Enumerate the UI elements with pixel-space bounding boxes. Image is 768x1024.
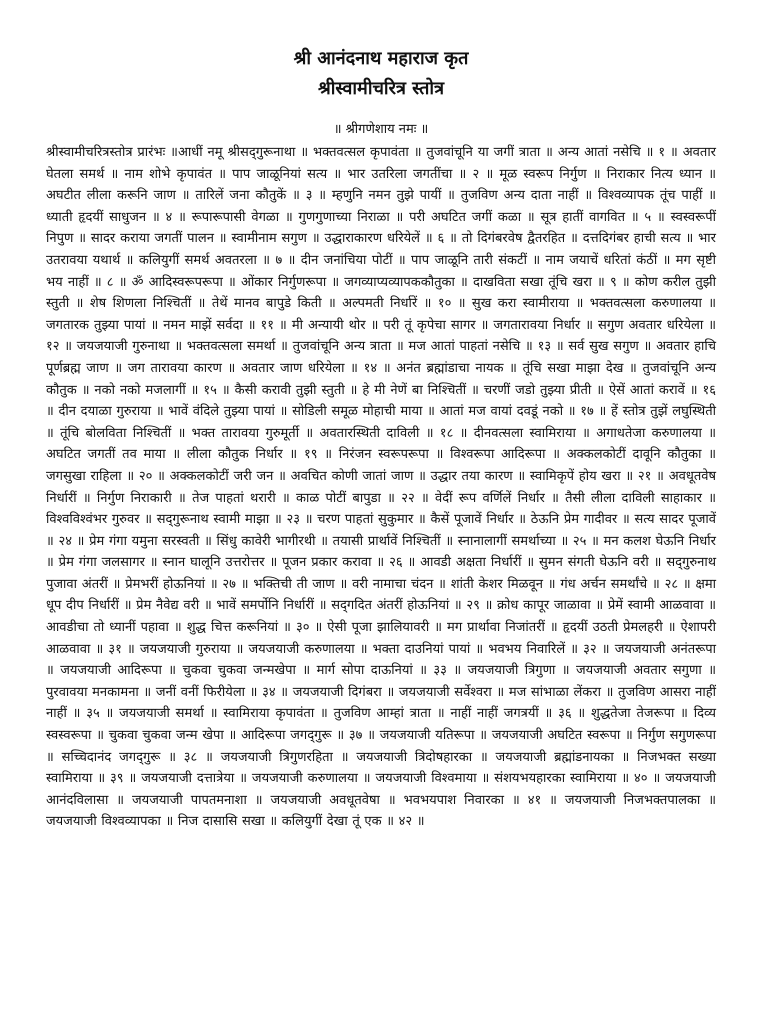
page-title: श्री आनंदनाथ महाराज कृत	[293, 48, 469, 69]
page-subtitle: श्रीस्वामीचरित्र स्तोत्र	[317, 78, 445, 99]
invocation-line: ॥ श्रीगणेशाय नमः ॥	[333, 122, 429, 137]
stotra-body-text: श्रीस्वामीचरित्रस्तोत्र प्रारंभः ॥आधीं नमू श्रीसद्‌गुरूनाथा ॥ भक्तवत्सल कृपावंता ॥ तुजवांचूनि या जगीं त्राता ॥ अन्य आतां नसेचि ॥ १ ॥ अवतार घेतला समर्थ ॥ नाम शोभे कृपावंत ॥ पाप जाळूनियां सत्य ॥ भार उतरिला जगतींचा ॥ २ ॥ मूळ स्वरूप निर्गुण ॥ निराकार नित्य ध्यान ॥ अघटीत लीला करूनि जाण ॥ तारिलें जना कौतुकें ॥ ३ ॥ म्हणुनि नमन तुझे पायीं ॥ तुजविण अन्य दाता नाहीं ॥ विश्वव्यापक तूंच पाहीं ॥ ध्याती हृदयीं साधुजन ॥ ४ ॥ रूपारूपासी वेगळा ॥ गुणगुणाच्या निराळा ॥ परी अघटित जगीं कळा ॥ सूत्र हातीं वागवित ॥ ५ ॥ स्वस्वरूपीं निपुण ॥ सादर कराया जगतीं पालन ॥ स्वामीनाम सगुण ॥ उद्धाराकारण धरियेलें ॥ ६ ॥ तो दिगंबरवेष द्वैतरहित ॥ दत्तदिगंबर हाची सत्य ॥ भार उतरावया यथार्थ ॥ कलियुगीं समर्थ अवतरला ॥ ७ ॥ दीन जनांचिया पोटीं ॥ पाप जाळूनि तारी संकटीं ॥ नाम जयाचें धरितां कंठीं ॥ मग सृष्टी भय नाहीं ॥ ८ ॥ ॐ आदिस्वरूपरूपा ॥ ओंकार निर्गुणरूपा ॥ जगव्याप्यव्यापककौतुका ॥ दाखविता सखा तूंचि खरा ॥ ९ ॥ कोण करील तुझी स्तुती ॥ शेष शिणला निश्चितीं ॥ तेथें मानव बापुडे किती ॥ अल्पमती निर्धारें ॥ १० ॥ सुख करा स्वामीराया ॥ भक्तवत्सला करुणालया ॥ जगतारक तुझ्या पायां ॥ नमन माझें सर्वदा ॥ ११ ॥ मी अन्यायी थोर ॥ परी तूं कृपेचा सागर ॥ जगतारावया निर्धार ॥ सगुण अवतार धरियेला ॥ १२ ॥ जयजयाजी गुरुनाथा ॥ भक्तवत्सला समर्था ॥ तुजवांचूनि अन्य त्राता ॥ मज आतां पाहतां नसेचि ॥ १३ ॥ सर्व सुख सगुण ॥ अवतार हाचि पूर्णब्रह्म जाण ॥ जग तारावया कारण ॥ अवतार जाण धरियेला ॥ १४ ॥ अनंत ब्रह्मांडाचा नायक ॥ तूंचि सखा माझा देख ॥ तुजवांचूनि अन्य कौतुक ॥ नको नको मजलागीं ॥ १५ ॥ कैसी करावी तुझी स्तुती ॥ हे मी नेणें बा निश्चितीं ॥ चरणीं जडो तुझ्या प्रीती ॥ ऐसें आतां करावें ॥ १६ ॥ दीन दयाळा गुरुराया ॥ भावें वंदिले तुझ्या पायां ॥ सोडिली समूळ मोहाची माया ॥ आतां मज वायां दवडूं नको ॥ १७ ॥ हें स्तोत्र तुझें लघुस्थिती ॥ तूंचि बोलविता निश्चितीं ॥ भक्त तारावया गुरुमूर्ती ॥ अवतारस्थिती दाविली ॥ १८ ॥ दीनवत्सला स्वामिराया ॥ अगाधतेजा करुणालया ॥ अघटित जगतीं तव माया ॥ लीला कौतुक निर्धार ॥ १९ ॥ निरंजन स्वरूपरूपा ॥ विश्वरूपा आदिरूपा ॥ अक्कलकोटीं दावूनि कौतुका ॥ जगसुखा राहिला ॥ २० ॥ अक्कलकोटीं जरी जन ॥ अवचित कोणी जातां जाण ॥ उद्धार तया कारण ॥ स्वामिकृपें होय खरा ॥ २१ ॥ अवधूतवेष निर्धारीं ॥ निर्गुण निराकारी ॥ तेज पाहतां थरारी ॥ काळ पोटीं बापुडा ॥ २२ ॥ वेदीं रूप वर्णिलें निर्धार ॥ तैसी लीला दाविली साहाकार ॥ विश्वविश्वंभर गुरुवर ॥ सद्‌गुरूनाथ स्वामी माझा ॥ २३ ॥ चरण पाहतां सुकुमार ॥ कैसें पूजावें निर्धार ॥ ठेऊनि प्रेम गादीवर ॥ सत्य सादर पूजावें ॥ २४ ॥ प्रेम गंगा यमुना सरस्वती ॥ सिंधु कावेरी भागीरथी ॥ तयासी प्रार्थावें निश्चितीं ॥ स्नानालागीं समर्थाच्या ॥ २५ ॥ मन कलश घेऊनि निर्धार ॥ प्रेम गंगा जलसागर ॥ स्नान घालूनि उत्तरोत्तर ॥ पूजन प्रकार करावा ॥ २६ ॥ आवडी अक्षता निर्धारीं ॥ सुमन संगती घेऊनि वरी ॥ सद्‌गुरुनाथ पुजावा अंतरीं ॥ प्रेमभरीं होऊनियां ॥ २७ ॥ भक्तिची ती जाण ॥ वरी नामाचा चंदन ॥ शांती केशर मिळवून ॥ गंध अर्चन समर्थांचे ॥ २८ ॥ क्षमा धूप दीप निर्धारीं ॥ प्रेम नैवेद्य वरी ॥ भावें समर्पोनि निर्धारीं ॥ सद्‌गदित अंतरीं होऊनियां ॥ २९ ॥ क्रोध कापूर जाळावा ॥ प्रेमें स्वामी आळवावा ॥ आवडीचा तो ध्यानीं पहावा ॥ शुद्ध चित्त करूनियां ॥ ३० ॥ ऐसी पूजा झालियावरी ॥ मग प्रार्थावा निजांतरीं ॥ हृदयीं उठती प्रेमलहरी ॥ ऐशापरी आळवावा ॥ ३१ ॥ जयजयाजी गुरुराया ॥ जयजयाजी करुणालया ॥ भक्ता दाउनियां पायां ॥ भवभय निवारिलें ॥ ३२ ॥ जयजयाजी अनंतरूपा ॥ जयजयाजी आदिरूपा ॥ चुकवा चुकवा जन्मखेपा ॥ मार्ग सोपा दाऊनियां ॥ ३३ ॥ जयजयाजी त्रिगुणा ॥ जयजयाजी अवतार सगुणा ॥ पुरवावया मनकामना ॥ जनीं वनीं फिरीयेला ॥ ३४ ॥ जयजयाजी दिगंबरा ॥ जयजयाजी सर्वेश्वरा ॥ मज सांभाळा लेंकरा ॥ तुजविण आसरा नाहीं नाहीं ॥ ३५ ॥ जयजयाजी समर्था ॥ स्वामिराया कृपावंता ॥ तुजविण आम्हां त्राता ॥ नाहीं नाहीं जगत्रयीं ॥ ३६ ॥ शुद्धतेजा तेजरूपा ॥ दिव्य स्वस्वरूपा ॥ चुकवा चुकवा जन्म खेपा ॥ आदिरूपा जगद्‌गुरू ॥ ३७ ॥ जयजयाजी यतिरूपा ॥ जयजयाजी अघटित स्वरूपा ॥ निर्गुण सगुणरूपा ॥ सच्चिदानंद जगद्‌गुरू ॥ ३८ ॥ जयजयाजी त्रिगुणरहिता ॥ जयजयाजी त्रिदोषहारका ॥ जयजयाजी ब्रह्मांडनायका ॥ निजभक्त सख्या स्वामिराया ॥ ३९ ॥ जयजयाजी दत्तात्रेया ॥ जयजयाजी करुणालया ॥ जयजयाजी विश्वमाया ॥ संशयभयहारका स्वामिराया ॥ ४० ॥ जयजयाजी आनंदविलासा ॥ जयजयाजी पापतमनाशा ॥ जयजयाजी अवधूतवेषा ॥ भवभयपाश निवारका ॥ ४१ ॥ जयजयाजी निजभक्तपालका ॥ जयजयाजी विश्वव्यापका ॥ निज दासासि सखा ॥ कलियुगीं देखा तूं एक ॥ ४२ ॥	[46, 145, 716, 830]
